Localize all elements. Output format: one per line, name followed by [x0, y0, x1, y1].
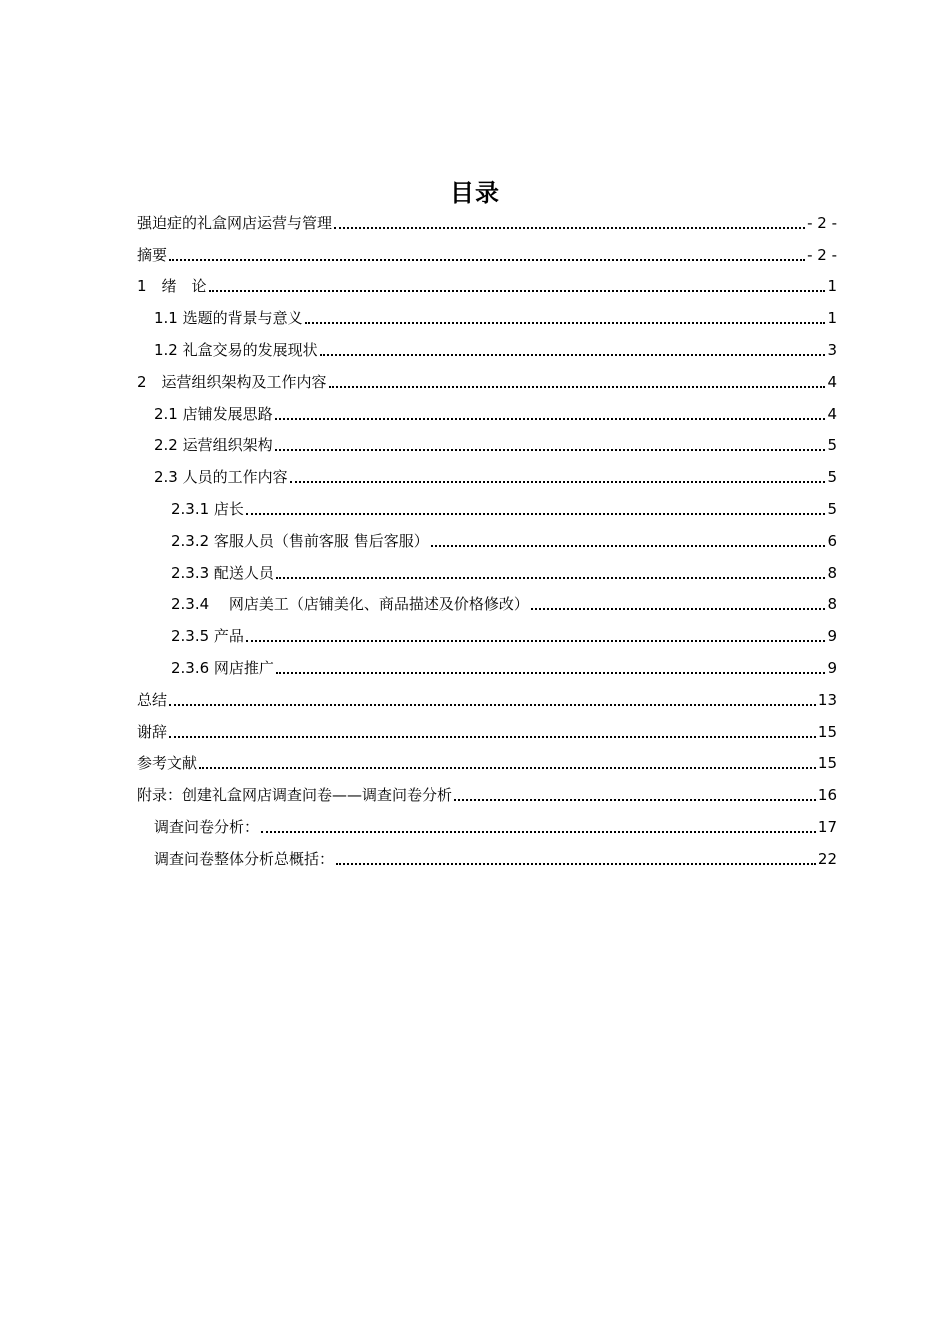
toc-entry-page: 5 — [827, 436, 837, 455]
toc-leader-dots — [275, 418, 826, 420]
toc-entry[interactable] — [137, 712, 837, 744]
toc-entry[interactable] — [137, 616, 837, 648]
toc-entry-page: 1 — [827, 277, 837, 296]
toc-leader-dots — [276, 577, 826, 579]
toc-entry-label: 1.2 礼盒交易的发展现状 — [154, 340, 318, 359]
toc-leader-dots — [275, 449, 826, 451]
toc-entry[interactable] — [137, 394, 837, 426]
toc-entry-page: 1 — [827, 309, 837, 328]
toc-leader-dots — [290, 481, 826, 483]
toc-leader-dots — [276, 672, 826, 674]
toc-leader-dots — [169, 259, 805, 261]
toc-leader-dots — [336, 863, 816, 865]
toc-leader-dots — [431, 545, 826, 547]
toc-entry[interactable] — [137, 775, 837, 807]
toc-entry-label: 1 绪 论 — [137, 277, 207, 296]
toc-entry-page: 16 — [817, 786, 837, 805]
toc-leader-dots — [305, 322, 826, 324]
toc-entry-label: 谢辞 — [137, 722, 168, 741]
toc-entry-page: 6 — [827, 531, 837, 550]
toc-leader-dots — [531, 608, 826, 610]
toc-entry[interactable] — [137, 203, 837, 235]
toc-entry-page: 15 — [817, 722, 837, 741]
toc-entry-label: 总结 — [137, 690, 168, 709]
toc-entry-label: 2.1 店铺发展思路 — [154, 404, 273, 423]
toc-leader-dots — [169, 736, 816, 738]
toc-entry[interactable] — [137, 648, 837, 680]
toc-entry[interactable] — [137, 839, 837, 871]
toc-entry[interactable] — [137, 521, 837, 553]
toc-entry-page: 5 — [827, 499, 837, 518]
toc-entry[interactable] — [137, 744, 837, 776]
toc-entry-label: 调查问卷整体分析总概括： — [154, 849, 335, 868]
toc-entry-page: - 2 - — [807, 213, 837, 232]
toc-leader-dots — [454, 799, 816, 801]
toc-entry[interactable] — [137, 680, 837, 712]
toc-entry-label: 2.2 运营组织架构 — [154, 436, 273, 455]
toc-leader-dots — [246, 513, 826, 515]
toc-entry-label: 2.3.6 网店推广 — [171, 658, 274, 677]
table-of-contents — [137, 203, 837, 871]
toc-entry-label: 2.3.2 客服人员（售前客服 售后客服） — [171, 531, 429, 550]
toc-entry-label: 1.1 选题的背景与意义 — [154, 309, 303, 328]
toc-entry[interactable] — [137, 267, 837, 299]
toc-entry-label: 附录：创建礼盒网店调查问卷——调查问卷分析 — [137, 786, 453, 805]
toc-leader-dots — [320, 354, 826, 356]
toc-entry-page: 8 — [827, 595, 837, 614]
toc-entry[interactable] — [137, 362, 837, 394]
toc-entry-label: 调查问卷分析： — [154, 817, 260, 836]
toc-leader-dots — [246, 640, 826, 642]
toc-leader-dots — [334, 227, 805, 229]
toc-entry[interactable] — [137, 235, 837, 267]
toc-leader-dots — [209, 290, 826, 292]
toc-entry-label: 2.3.5 产品 — [171, 627, 244, 646]
toc-entry-label: 2.3.1 店长 — [171, 499, 244, 518]
toc-entry-label: 强迫症的礼盒网店运营与管理 — [137, 213, 333, 232]
toc-entry-page: 9 — [827, 627, 837, 646]
toc-entry-page: 15 — [817, 754, 837, 773]
toc-entry-label: 摘要 — [137, 245, 168, 264]
toc-entry-page: 4 — [827, 372, 837, 391]
toc-leader-dots — [169, 704, 816, 706]
toc-entry[interactable] — [137, 426, 837, 458]
toc-entry-page: 17 — [817, 817, 837, 836]
toc-entry-page: 8 — [827, 563, 837, 582]
toc-entry[interactable] — [137, 553, 837, 585]
toc-entry-page: 5 — [827, 468, 837, 487]
toc-entry-page: 9 — [827, 658, 837, 677]
toc-entry-label: 2.3.3 配送人员 — [171, 563, 274, 582]
toc-entry[interactable] — [137, 585, 837, 617]
toc-entry-page: 4 — [827, 404, 837, 423]
toc-leader-dots — [329, 386, 826, 388]
toc-entry[interactable] — [137, 298, 837, 330]
toc-entry-label: 2.3 人员的工作内容 — [154, 468, 288, 487]
toc-title: 目录 — [450, 179, 500, 207]
toc-entry-page: 3 — [827, 340, 837, 359]
toc-entry-label: 2 运营组织架构及工作内容 — [137, 372, 327, 391]
toc-entry[interactable] — [137, 489, 837, 521]
toc-leader-dots — [199, 767, 816, 769]
toc-leader-dots — [261, 831, 816, 833]
toc-entry-page: - 2 - — [807, 245, 837, 264]
toc-entry-label: 参考文献 — [137, 754, 198, 773]
toc-entry-page: 13 — [817, 690, 837, 709]
toc-entry[interactable] — [137, 807, 837, 839]
toc-entry[interactable] — [137, 457, 837, 489]
toc-entry[interactable] — [137, 330, 837, 362]
toc-entry-label: 2.3.4 网店美工（店铺美化、商品描述及价格修改） — [171, 595, 529, 614]
toc-entry-page: 22 — [817, 849, 837, 868]
